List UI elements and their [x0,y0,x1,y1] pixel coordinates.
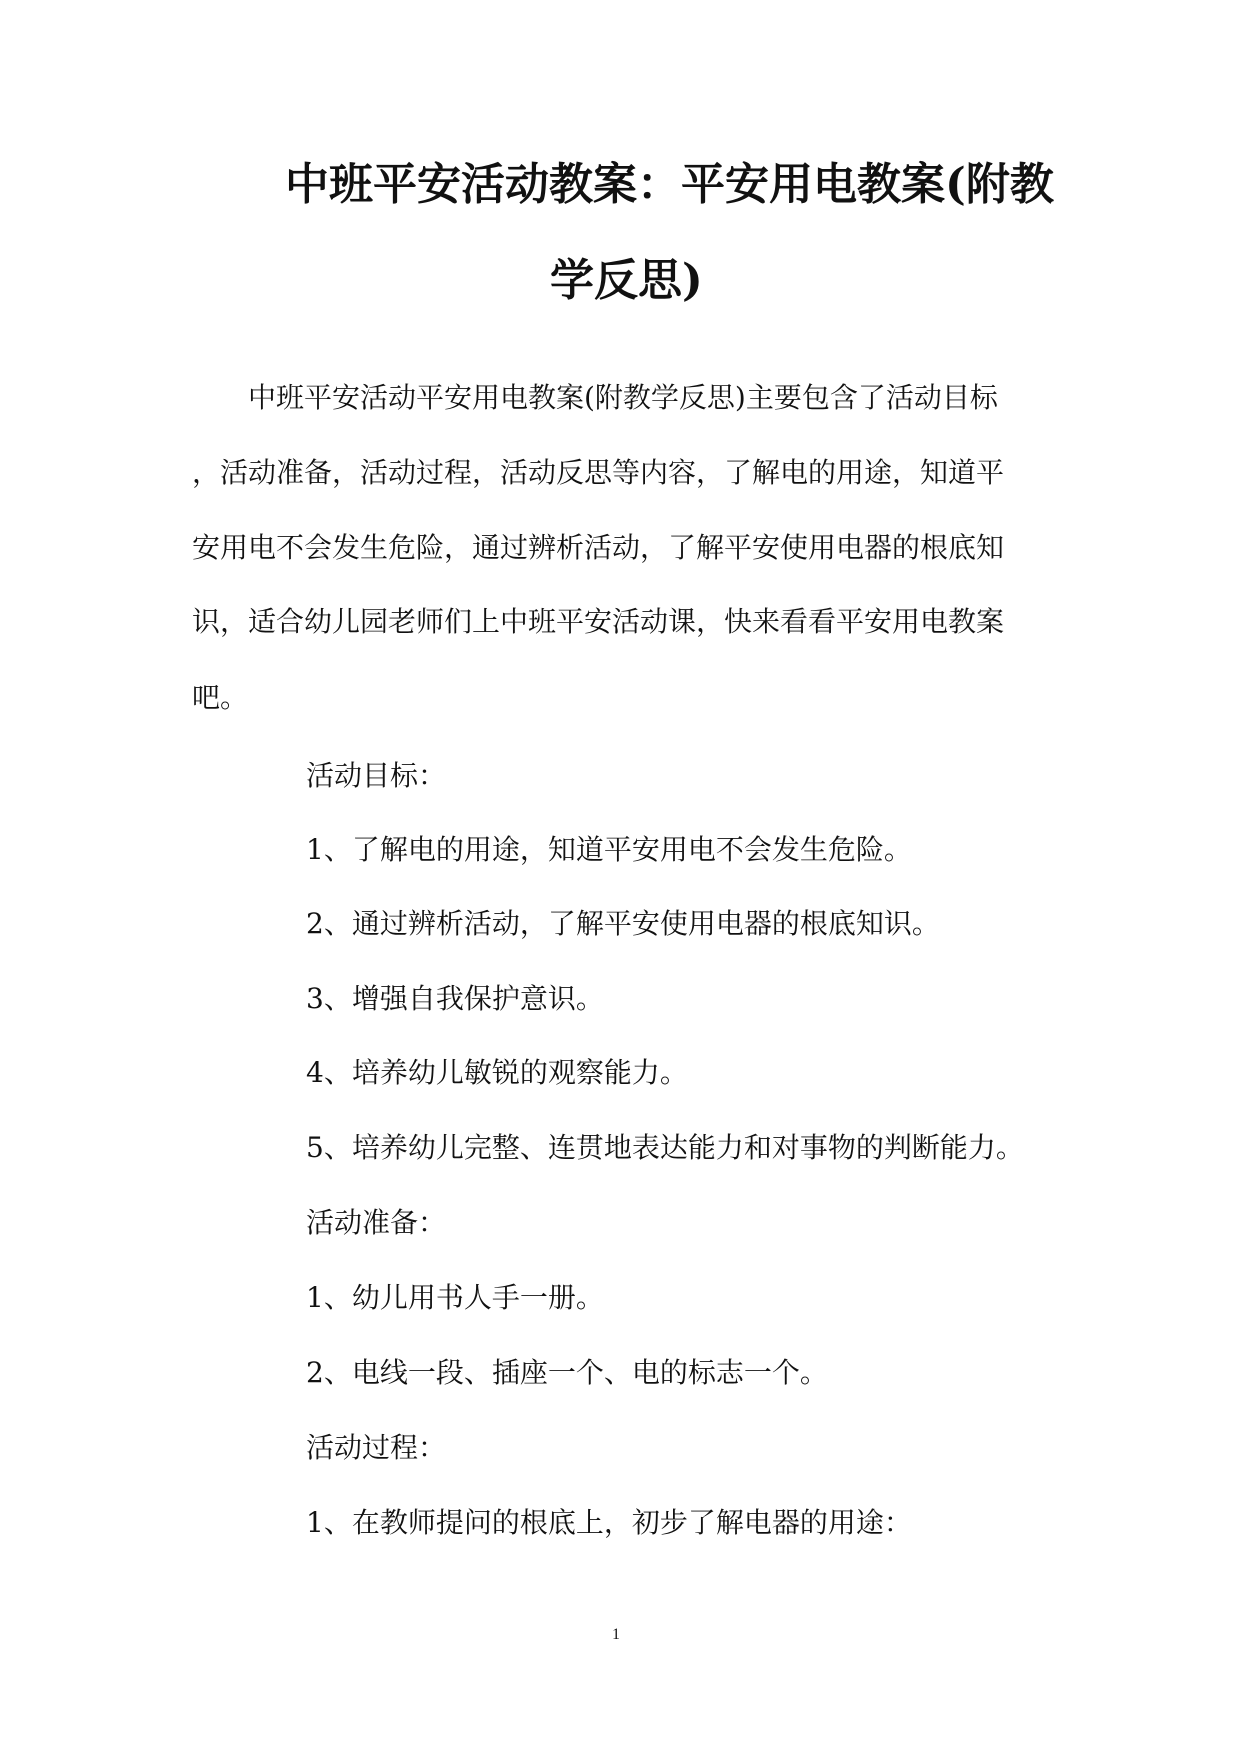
section-heading-preparation: 活动准备： [306,1206,447,1239]
intro-line-2: ，活动准备，活动过程，活动反思等内容，了解电的用途，知道平 [192,456,1005,489]
process-item-1: 1、在教师提问的根底上，初步了解电器的用途： [306,1506,912,1539]
goal-item-3: 3、增强自我保护意识。 [306,982,604,1015]
intro-line-3: 安用电不会发生危险，通过辨析活动，了解平安使用电器的根底知 [192,531,1005,564]
goal-item-1: 1、了解电的用途，知道平安用电不会发生危险。 [306,833,912,866]
section-heading-goals: 活动目标： [306,759,447,792]
goal-item-5: 5、培养幼儿完整、连贯地表达能力和对事物的判断能力。 [306,1131,1024,1164]
intro-line-5: 吧。 [192,681,249,714]
goal-item-4: 4、培养幼儿敏锐的观察能力。 [306,1056,688,1089]
goal-item-2: 2、通过辨析活动，了解平安使用电器的根底知识。 [306,907,940,940]
document-title-line-2: 学反思) [550,255,703,306]
intro-line-1: 中班平安活动平安用电教案(附教学反思)主要包含了活动目标 [248,381,998,414]
section-heading-process: 活动过程： [306,1431,447,1464]
intro-line-4: 识，适合幼儿园老师们上中班平安活动课，快来看看平安用电教案 [192,605,1005,638]
preparation-item-1: 1、幼儿用书人手一册。 [306,1281,604,1314]
preparation-item-2: 2、电线一段、插座一个、电的标志一个。 [306,1356,828,1389]
page-number: 1 [612,1626,620,1643]
document-title-line-1: 中班平安活动教案：平安用电教案(附教 [285,159,1054,210]
